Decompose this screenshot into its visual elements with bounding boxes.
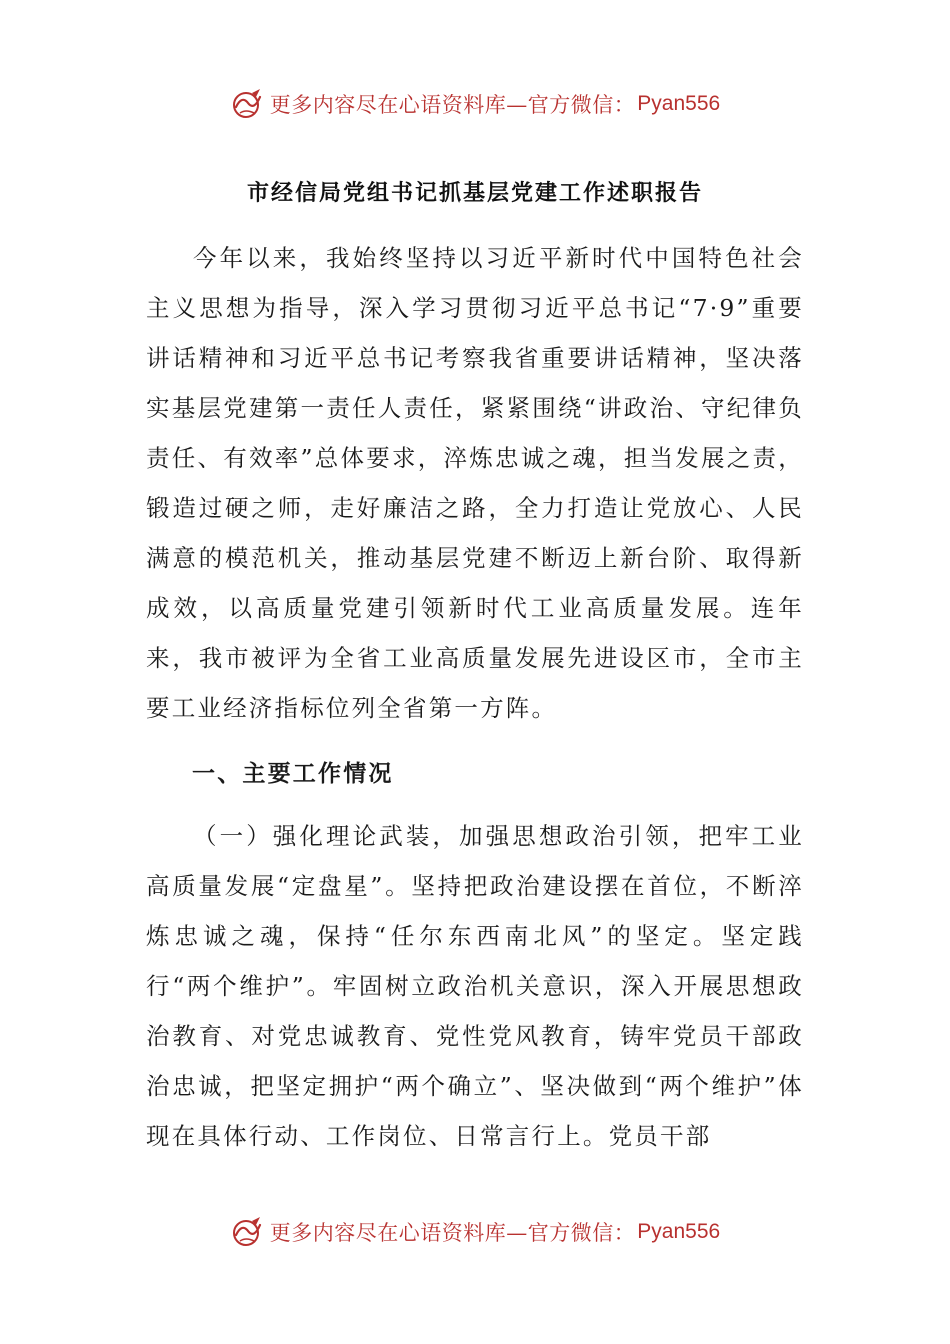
section-heading-1: 一、主要工作情况 <box>192 760 394 787</box>
signature-pen-logo <box>230 87 264 121</box>
watermark-text: 更多内容尽在心语资料库—官方微信： <box>269 93 636 117</box>
intro-paragraph: 今年以来，我始终坚持以习近平新时代中国特色社会主义思想为指导，深入学习贯彻习近平总书记“7·9”重要讲话精神和习近平总书记考察我省重要讲话精神，坚决落实基层党建第一责任人责任，紧紧围绕“讲政治、守纪律负责任、有效率”总体要求，淬炼忠诚之魂，担当发展之责，锻造过硬之师，走好廉洁之路，全力打造让党放心、人民满意的模范机关，推动基层党建不断迈上新台阶、取得新成效，以高质量党建引领新时代工业高质量发展。连年来，我市被评为全省工业高质量发展先进设区市，全市主要工业经济指标位列全省第一方阵。 <box>146 244 804 722</box>
watermark-wechat-id: Pyan556 <box>637 92 721 115</box>
watermark-banner-top <box>0 84 950 124</box>
watermark-text: 更多内容尽在心语资料库—官方微信： <box>269 1221 636 1245</box>
signature-pen-logo <box>230 1215 264 1249</box>
watermark-wechat-id: Pyan556 <box>637 1220 721 1243</box>
watermark-banner-bottom <box>0 1212 950 1252</box>
document-body <box>146 233 804 1161</box>
section-1-paragraph-1: （一）强化理论武装，加强思想政治引领，把牢工业高质量发展“定盘星”。坚持把政治建设摆在首位，不断淬炼忠诚之魂，保持“任尔东西南北风”的坚定。坚定践行“两个维护”。牢固树立政治机关意识，深入开展思想政治教育、对党忠诚教育、党性党风教育，铸牢党员干部政治忠诚，把坚定拥护“两个确立”、坚决做到“两个维护”体现在具体行动、工作岗位、日常言行上。党员干部 <box>146 822 804 1150</box>
document-title: 市经信局党组书记抓基层党建工作述职报告 <box>246 180 703 206</box>
